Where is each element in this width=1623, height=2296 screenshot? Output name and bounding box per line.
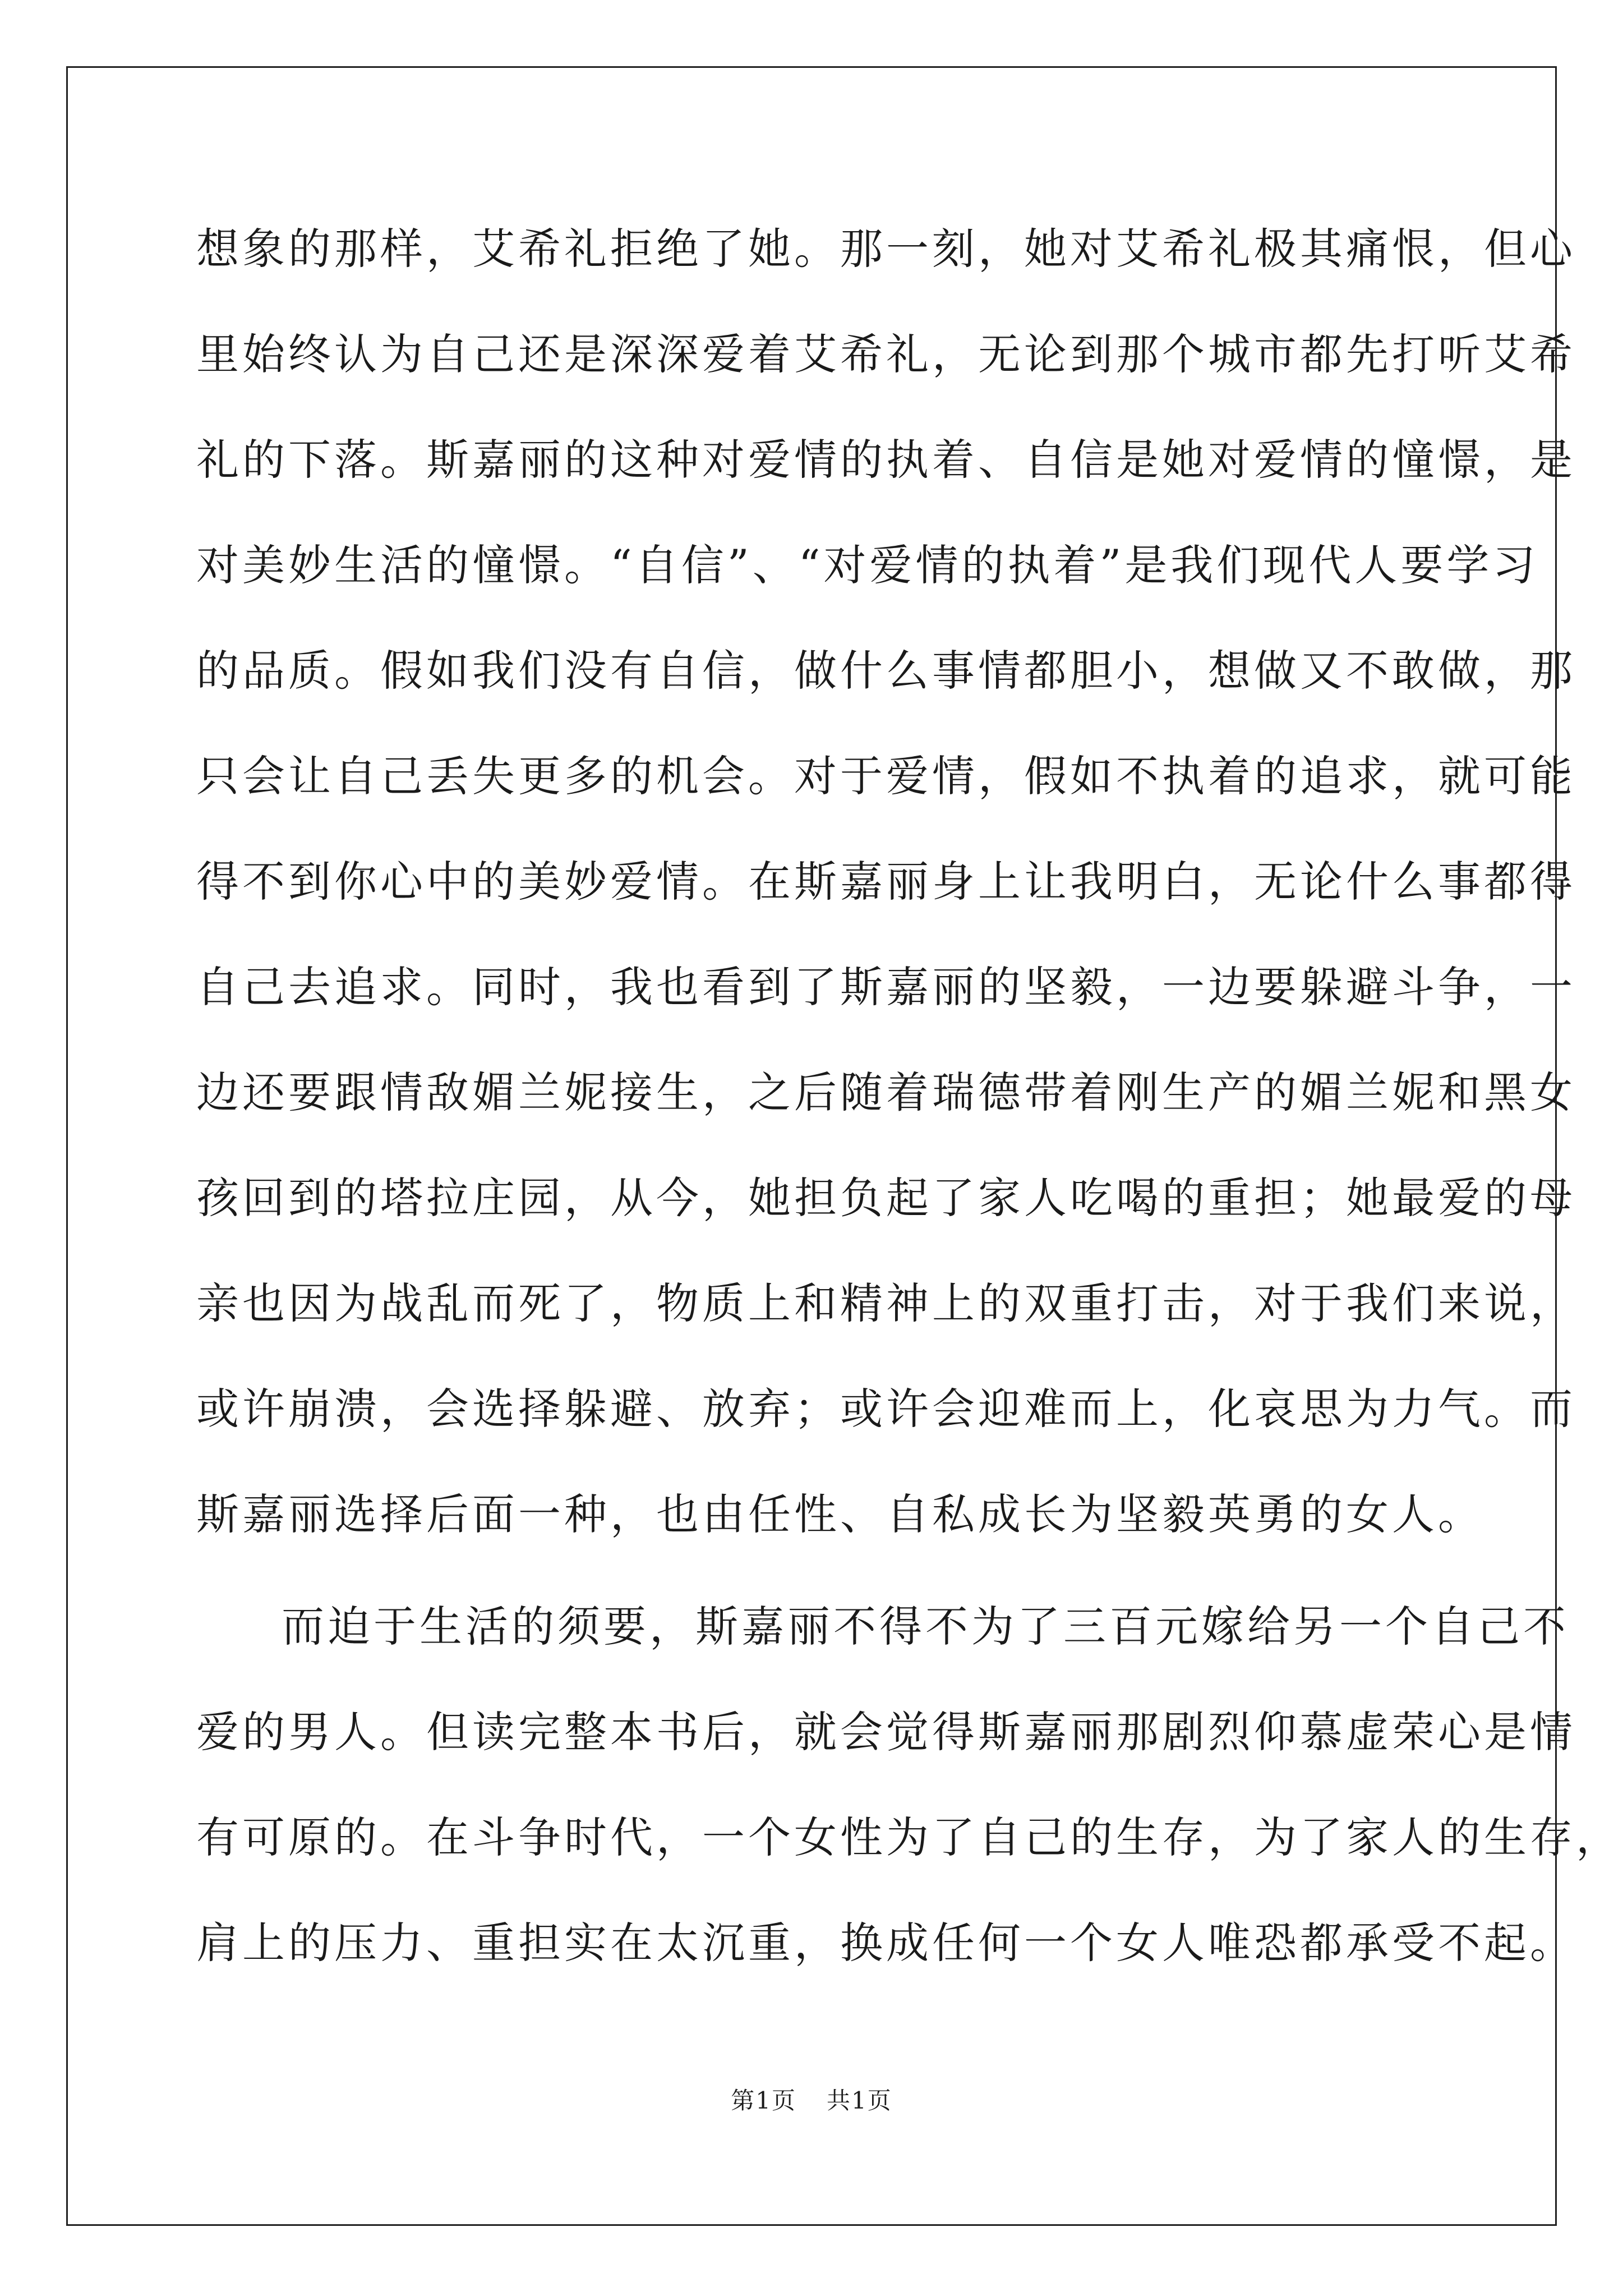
text-line: 只会让自己丢失更多的机会。对于爱情，假如不执着的追求，就可能 bbox=[196, 751, 1576, 801]
text-line: 对美妙生活的憧憬。“自信”、“对爱情的执着”是我们现代人要学习 bbox=[196, 540, 1539, 590]
page-number-total: 共1页 bbox=[827, 2087, 892, 2114]
text-line: 想象的那样，艾希礼拒绝了她。那一刻，她对艾希礼极其痛恨，但心 bbox=[196, 224, 1576, 274]
paragraph-gap bbox=[196, 1586, 1453, 1593]
page-footer bbox=[0, 2084, 1623, 2118]
page-number-current: 第1页 bbox=[731, 2087, 796, 2114]
paragraph-1 bbox=[196, 215, 1576, 1586]
text-line: 里始终认为自己还是深深爱着艾希礼，无论到那个城市都先打听艾希 bbox=[196, 329, 1576, 379]
text-line: 礼的下落。斯嘉丽的这种对爱情的执着、自信是她对爱情的憧憬，是 bbox=[196, 435, 1576, 485]
text-line: 孩回到的塔拉庄园，从今，她担负起了家人吃喝的重担；她最爱的母 bbox=[196, 1173, 1576, 1223]
text-line: 自己去追求。同时，我也看到了斯嘉丽的坚毅，一边要躲避斗争，一 bbox=[196, 962, 1576, 1012]
text-line: 而迫于生活的须要，斯嘉丽不得不为了三百元嫁给另一个自己不 bbox=[282, 1602, 1569, 1651]
text-line: 边还要跟情敌媚兰妮接生，之后随着瑞德带着刚生产的媚兰妮和黑女 bbox=[196, 1068, 1576, 1117]
text-line: 斯嘉丽选择后面一种，也由任性、自私成长为坚毅英勇的女人。 bbox=[196, 1489, 1484, 1539]
text-line: 得不到你心中的美妙爱情。在斯嘉丽身上让我明白，无论什么事都得 bbox=[196, 857, 1576, 907]
text-line: 爱的男人。但读完整本书后，就会觉得斯嘉丽那剧烈仰慕虚荣心是情 bbox=[196, 1707, 1576, 1757]
paragraph-2 bbox=[196, 1593, 1622, 2015]
text-line: 的品质。假如我们没有自信，做什么事情都胆小，想做又不敢做，那 bbox=[196, 646, 1576, 696]
text-line: 亲也因为战乱而死了，物质上和精神上的双重打击，对于我们来说， bbox=[196, 1278, 1576, 1328]
text-line: 有可原的。在斗争时代，一个女性为了自己的生存，为了家人的生存， bbox=[196, 1812, 1622, 1862]
document-body bbox=[196, 215, 1622, 2015]
text-line: 肩上的压力、重担实在太沉重，换成任何一个女人唯恐都承受不起。 bbox=[196, 1918, 1576, 1968]
text-line: 或许崩溃，会选择躲避、放弃；或许会迎难而上，化哀思为力气。而 bbox=[196, 1384, 1576, 1434]
